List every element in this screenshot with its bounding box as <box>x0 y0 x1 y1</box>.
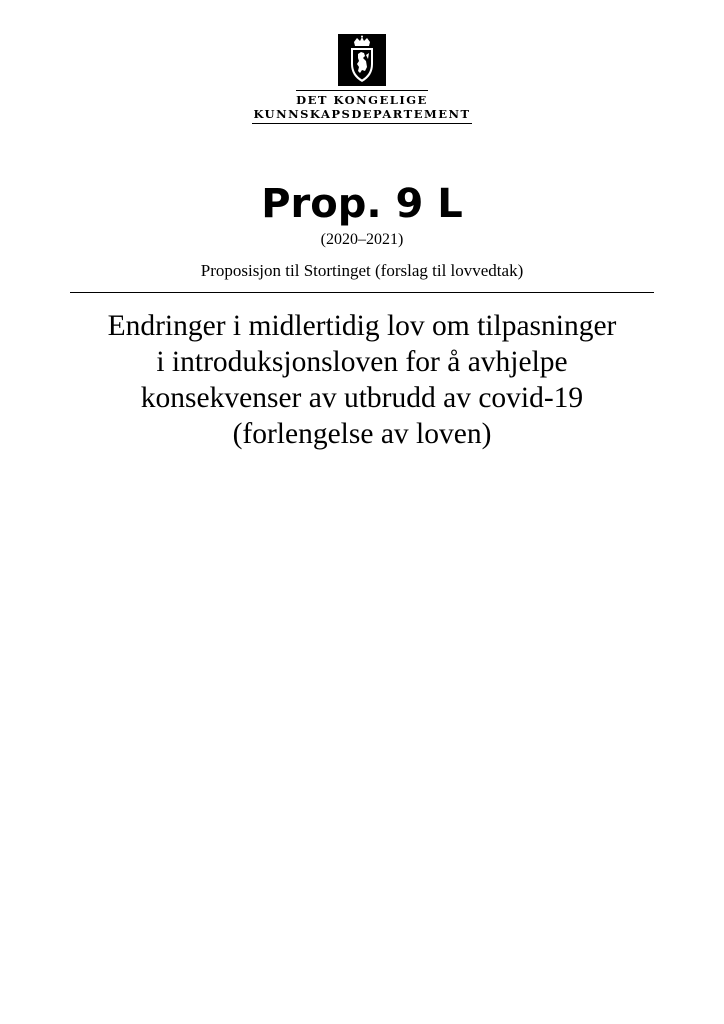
title-line-1: Endringer i midlertidig lov om tilpasninger <box>107 310 617 342</box>
title-line-4: (forlengelse av loven) <box>232 418 492 450</box>
coat-of-arms-icon <box>338 34 386 86</box>
proposition-number: Prop. 9 L <box>261 181 463 227</box>
title-line-3: konsekvenser av utbrudd av covid-19 <box>140 382 584 414</box>
parliamentary-session: (2020–2021) <box>320 231 404 248</box>
document-subtitle: Proposisjon til Stortinget (forslag til lovvedtak) <box>200 261 524 280</box>
divider-line <box>70 292 654 293</box>
ministry-name-line-2: KUNNSKAPSDEPARTEMENT <box>252 107 472 124</box>
ministry-name-line-1: DET KONGELIGE <box>296 90 428 107</box>
document-title <box>62 308 662 452</box>
ministry-logo <box>0 34 724 124</box>
title-line-2: i introduksjonsloven for å avhjelpe <box>156 346 568 378</box>
